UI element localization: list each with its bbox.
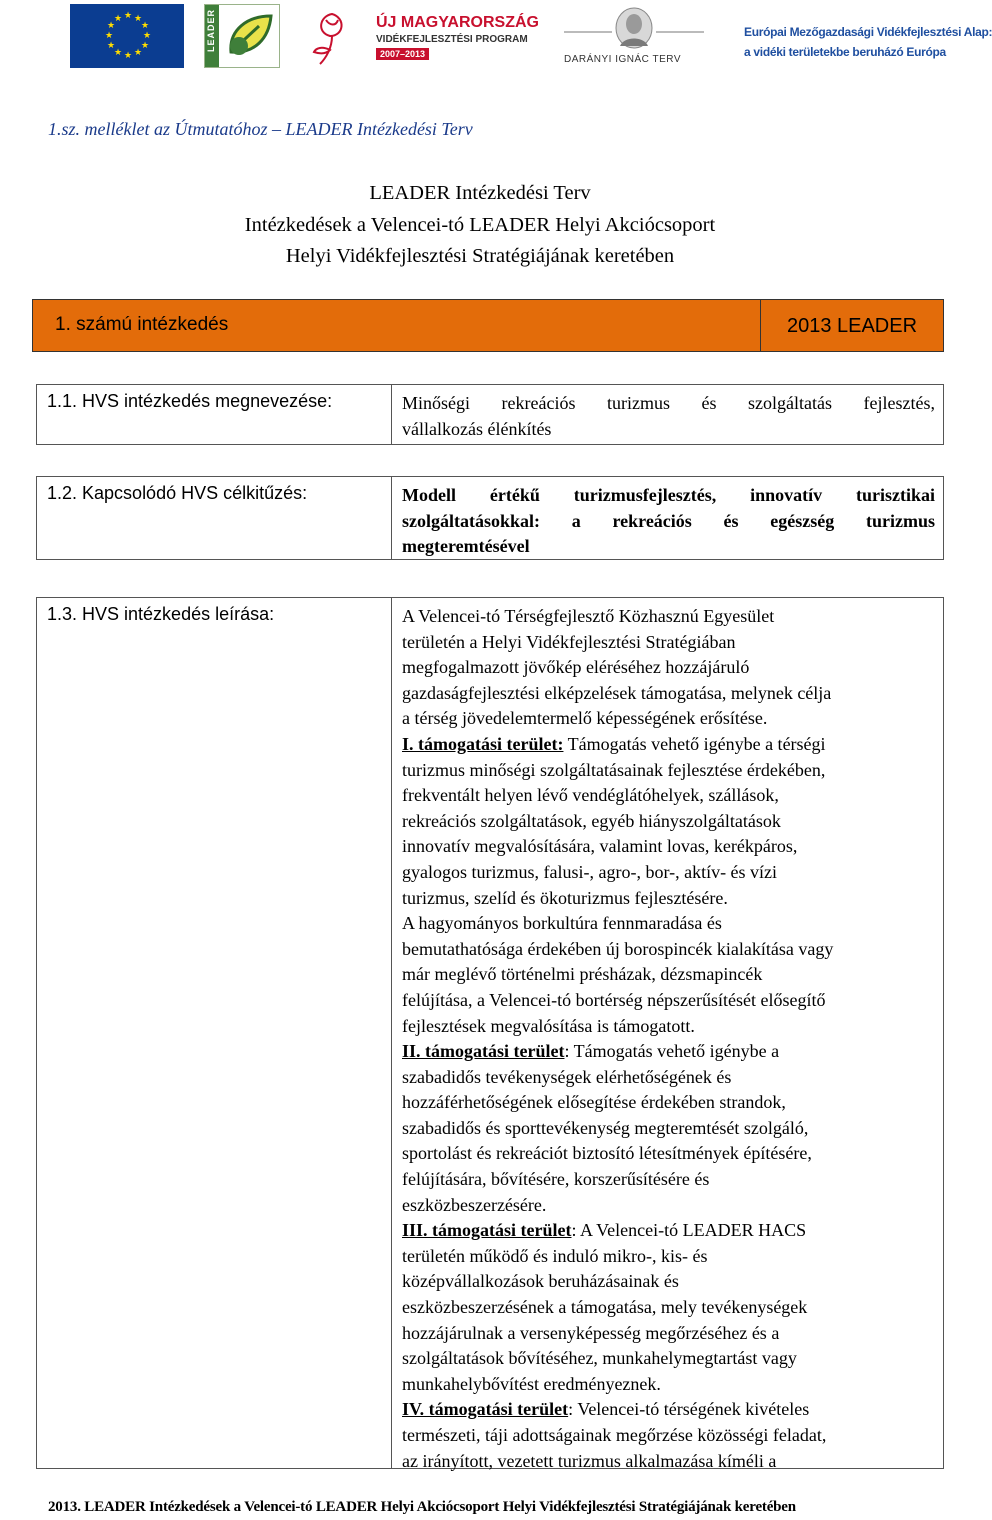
eafrd-line-2: a vidéki területekbe beruházó Európa	[744, 45, 946, 59]
svg-text:★: ★	[141, 41, 150, 51]
ujm-title: ÚJ MAGYARORSZÁG	[376, 14, 539, 31]
annex-title: 1.sz. melléklet az Útmutatóhoz – LEADER Intézkedési Terv	[48, 119, 473, 139]
eafrd-line-1: Európai Mezőgazdasági Vidékfejlesztési Alap:	[744, 25, 992, 39]
eu-stars-icon	[70, 4, 184, 68]
objective-label: 1.2. Kapcsolódó HVS célkitűzés:	[47, 483, 308, 503]
svg-text:★: ★	[114, 14, 123, 24]
page-footer: 2013. LEADER Intézkedések a Velencei-tó LEADER Helyi Akciócsoport Helyi Vidékfejlesztési Stratégiájának keretében	[48, 1499, 796, 1515]
svg-text:★: ★	[141, 21, 150, 31]
objective-table	[36, 476, 944, 560]
support-area-2: II. támogatási terület: Támogatás vehető igénybe a	[402, 1041, 780, 1062]
measure-year-cell: 2013 LEADER	[760, 299, 944, 352]
svg-text:★: ★	[124, 11, 133, 21]
svg-text:★: ★	[124, 51, 133, 61]
document-title-line-2: Intézkedések a Velencei-tó LEADER Helyi Akciócsoport	[244, 213, 716, 236]
support-area-1: I. támogatási terület: Támogatás vehető igénybe a térségi	[402, 733, 826, 754]
leader-logo-text: LEADER	[206, 9, 216, 53]
eu-flag-logo	[70, 4, 184, 68]
portrait-icon	[558, 6, 710, 52]
svg-text:★: ★	[105, 31, 114, 41]
daranyi-ignac-terv-logo	[558, 6, 710, 72]
description-table	[36, 597, 944, 1469]
document-title-line-3: Helyi Vidékfejlesztési Stratégiájának keretében	[285, 245, 675, 267]
svg-text:★: ★	[134, 48, 143, 58]
measure-name-value: Minőségi rekreációs turizmus és szolgáltatás fejlesztés, vállalkozás élénkítés	[402, 393, 935, 439]
measure-header-bar	[32, 299, 944, 352]
logo-strip	[0, 0, 992, 80]
ujm-subtitle: VIDÉKFEJLESZTÉSI PROGRAM	[376, 34, 528, 45]
leaf-icon	[219, 6, 279, 66]
svg-text:★: ★	[114, 48, 123, 58]
svg-text:★: ★	[107, 21, 116, 31]
svg-text:★: ★	[143, 31, 152, 41]
svg-text:★: ★	[107, 41, 116, 51]
support-area-1-heading: I. támogatási terület:	[402, 733, 564, 754]
leader-logo	[204, 4, 280, 68]
measure-name-label: 1.1. HVS intézkedés megnevezése:	[47, 391, 333, 411]
measure-number: 1. számú intézkedés	[55, 314, 229, 335]
document-title	[0, 178, 960, 273]
support-area-4: IV. támogatási terület: Velencei-tó térségének kivételes	[402, 1399, 810, 1420]
measure-name-table	[36, 384, 944, 445]
daranyi-text: DARÁNYI IGNÁC TERV	[564, 54, 681, 65]
flower-icon	[300, 6, 370, 68]
objective-value: Modell értékű turizmusfejlesztés, innovatív turisztikai szolgáltatásokkal: a rekreációs és egészség turizmus megteremtésével	[402, 485, 935, 556]
ujm-years: 2007–2013	[376, 48, 429, 60]
support-area-2-heading: II. támogatási terület	[402, 1041, 565, 1062]
description-label: 1.3. HVS intézkedés leírása:	[47, 604, 275, 624]
svg-text:★: ★	[134, 14, 143, 24]
description-value: A Velencei-tó Térségfejlesztő Közhasznú Egyesület területén a Helyi Vidékfejlesztési Stratégiában megfogalmazott jövőkép eléréséhez hozzájáruló gazdaságfejlesztési elképzelések támogatása, melynek célja a térség jövedelemtermelő képességének erősítése. I. támogatási terület: Támogatás vehető igénybe a térségi turizmus minőségi szolgáltatásainak fejlesztése érdekében, frekventált helyen lévő vendéglátóhelyek, szállások, rekreációs szolgáltatások, egyéb hiányszolgáltatások innovatív megvalósítására, valamint lovas, kerékpáros, gyalogos turizmus, falusi-, agro-, bor-, aktív- és vízi turizmus, szelíd és ökoturizmus fejlesztésére. A hagyományos borkultúra fennmaradása és bemutathatósága érdekében új borospincék kialakítása vagy már meglévő történelmi présházak, dézsmapincék felújítása, a Velencei-tó bortérség népszerűsítését elősegítő fejlesztések megvalósítása is támogatott. II. támogatási terület: Támogatás vehető igénybe a szabadidős tevékenységek elérhetőségének és hozzáférhetőségének elősegítése érdekében strandok, szabadidős és sporttevékenység megteremtését szolgáló, sportolást és rekreációt biztosító létesítmények építésére, felújítására, bővítésére, korszerűsítésére és eszközbeszerzésére. III. támogatási terület: A Velencei-tó LEADER HACS területén működő és induló mikro-, kis- és középvállalkozások beruházásainak és eszközbeszerzésének a támogatása, mely tevékenységek hozzájárulnak a versenyképesség megőrzéséhez és a szolgáltatások bővítéséhez, munkahelymegtartást vagy munkahelybővítést eredményeznek. IV. támogatási terület: Velencei-tó térségének kivételes természeti, táji adottságainak megőrzése közösségi feladat, az irányított, vezetett turizmus alkalmazása kíméli a	[402, 604, 935, 1474]
uj-magyarorszag-logo	[300, 6, 540, 68]
support-area-3: III. támogatási terület: A Velencei-tó LEADER HACS	[402, 1220, 807, 1241]
eafrd-logo	[744, 22, 992, 66]
support-area-4-heading: IV. támogatási terület	[402, 1399, 569, 1420]
document-title-line-1: LEADER Intézkedési Terv	[369, 182, 591, 204]
support-area-3-heading: III. támogatási terület	[402, 1220, 572, 1241]
